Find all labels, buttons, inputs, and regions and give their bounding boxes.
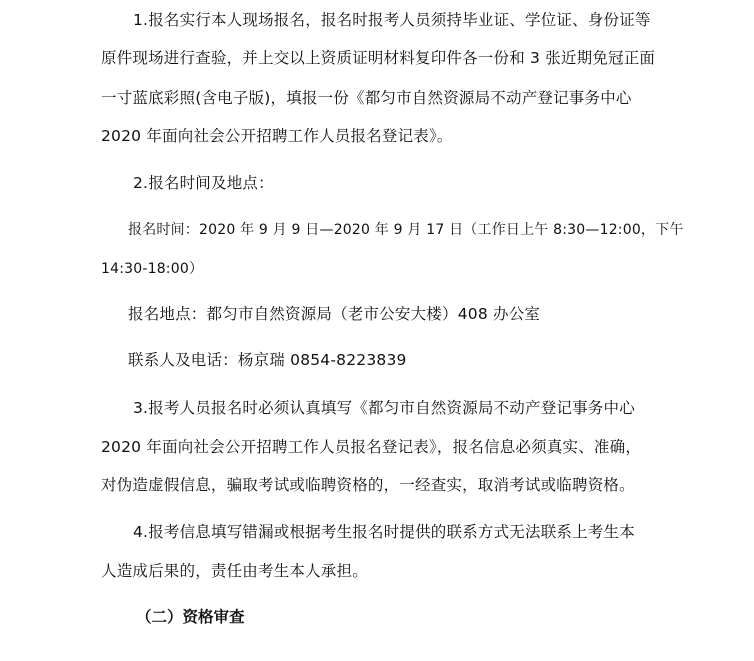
paragraph-1-line-4: 2020 年面向社会公开招聘工作人员报名登记表》。: [101, 127, 453, 145]
paragraph-4-line-2: 人造成后果的，责任由考生本人承担。: [101, 562, 368, 580]
paragraph-2-title: 2.报名时间及地点：: [133, 174, 274, 192]
paragraph-3-line-3: 对伪造虚假信息，骗取考试或临聘资格的，一经查实，取消考试或临聘资格。: [101, 476, 635, 494]
paragraph-1-line-2: 原件现场进行查验，并上交以上资质证明材料复印件各一份和 3 张近期免冠正面: [101, 49, 656, 67]
section-heading-qualification-review: （二）资格审查: [136, 608, 245, 626]
paragraph-1-line-1: 1.报名实行本人现场报名，报名时报考人员须持毕业证、学位证、身份证等: [133, 11, 651, 29]
paragraph-3-line-2: 2020 年面向社会公开招聘工作人员报名登记表》，报名信息必须真实、准确，: [101, 438, 642, 456]
contact-info: 联系人及电话：杨京瑞 0854-8223839: [128, 351, 407, 369]
registration-time-line-1: 报名时间：2020 年 9 月 9 日—2020 年 9 月 17 日（工作日上午 8:30—12:00，下午: [128, 222, 684, 238]
paragraph-4-line-1: 4.报考信息填写错漏或根据考生报名时提供的联系方式无法联系上考生本: [133, 523, 635, 541]
paragraph-1-line-3: 一寸蓝底彩照(含电子版)，填报一份《都匀市自然资源局不动产登记事务中心: [101, 89, 632, 107]
registration-time-line-2: 14:30-18:00）: [101, 261, 204, 277]
paragraph-3-line-1: 3.报考人员报名时必须认真填写《都匀市自然资源局不动产登记事务中心: [133, 399, 635, 417]
registration-place: 报名地点：都匀市自然资源局（老市公安大楼）408 办公室: [128, 305, 541, 323]
